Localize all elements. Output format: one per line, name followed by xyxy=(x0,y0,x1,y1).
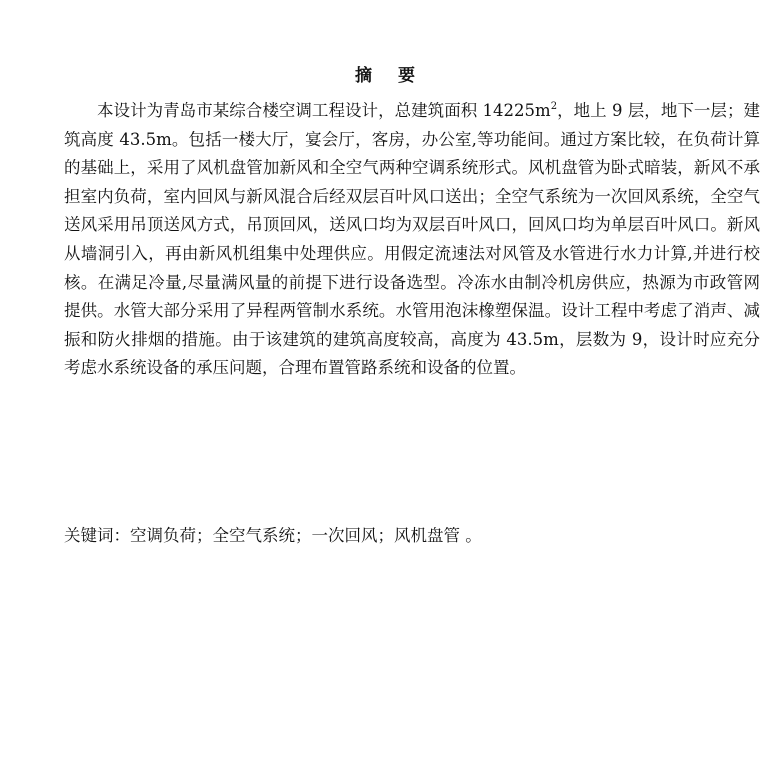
keywords-label: 关键词： xyxy=(64,526,130,545)
abstract-text-part2: ，地上 9 层，地下一层；建筑高度 43.5m。包括一楼大厅，宴会厅，客房，办公室,等功能间。通过方案比较，在负荷计算的基础上，采用了风机盘管加新风和全空气两种空调系统形式。风机盘管为卧式暗装，新风不承担室内负荷，室内回风与新风混合后经双层百叶风口送出；全空气系统为一次回风系统，全空气送风采用吊顶送风方式，吊顶回风，送风口均为双层百叶风口，回风口均为单层百叶风口。新风从墙洞引入，再由新风机组集中处理供应。用假定流速法对风管及水管进行水力计算,并进行校核。在满足冷量,尽量满风量的前提下进行设备选型。冷冻水由制冷机房供应，热源为市政管网提供。水管大部分采用了异程两管制水系统。水管用泡沫橡塑保温。设计工程中考虑了消声、减振和防火排烟的措施。由于该建筑的建筑高度较高，高度为 43.5m，层数为 9，设计时应充分考虑水系统设备的承压问题，合理布置管路系统和设备的位置。 xyxy=(64,101,760,378)
abstract-body xyxy=(64,97,760,383)
abstract-title: 摘 要 xyxy=(355,66,425,86)
keywords-line xyxy=(64,522,760,550)
area-unit-superscript: 2 xyxy=(550,101,558,112)
abstract-text-part1: 本设计为青岛市某综合楼空调工程设计，总建筑面积 14225m xyxy=(97,101,551,120)
keywords-value: 空调负荷；全空气系统；一次回风；风机盘管 。 xyxy=(130,526,482,545)
